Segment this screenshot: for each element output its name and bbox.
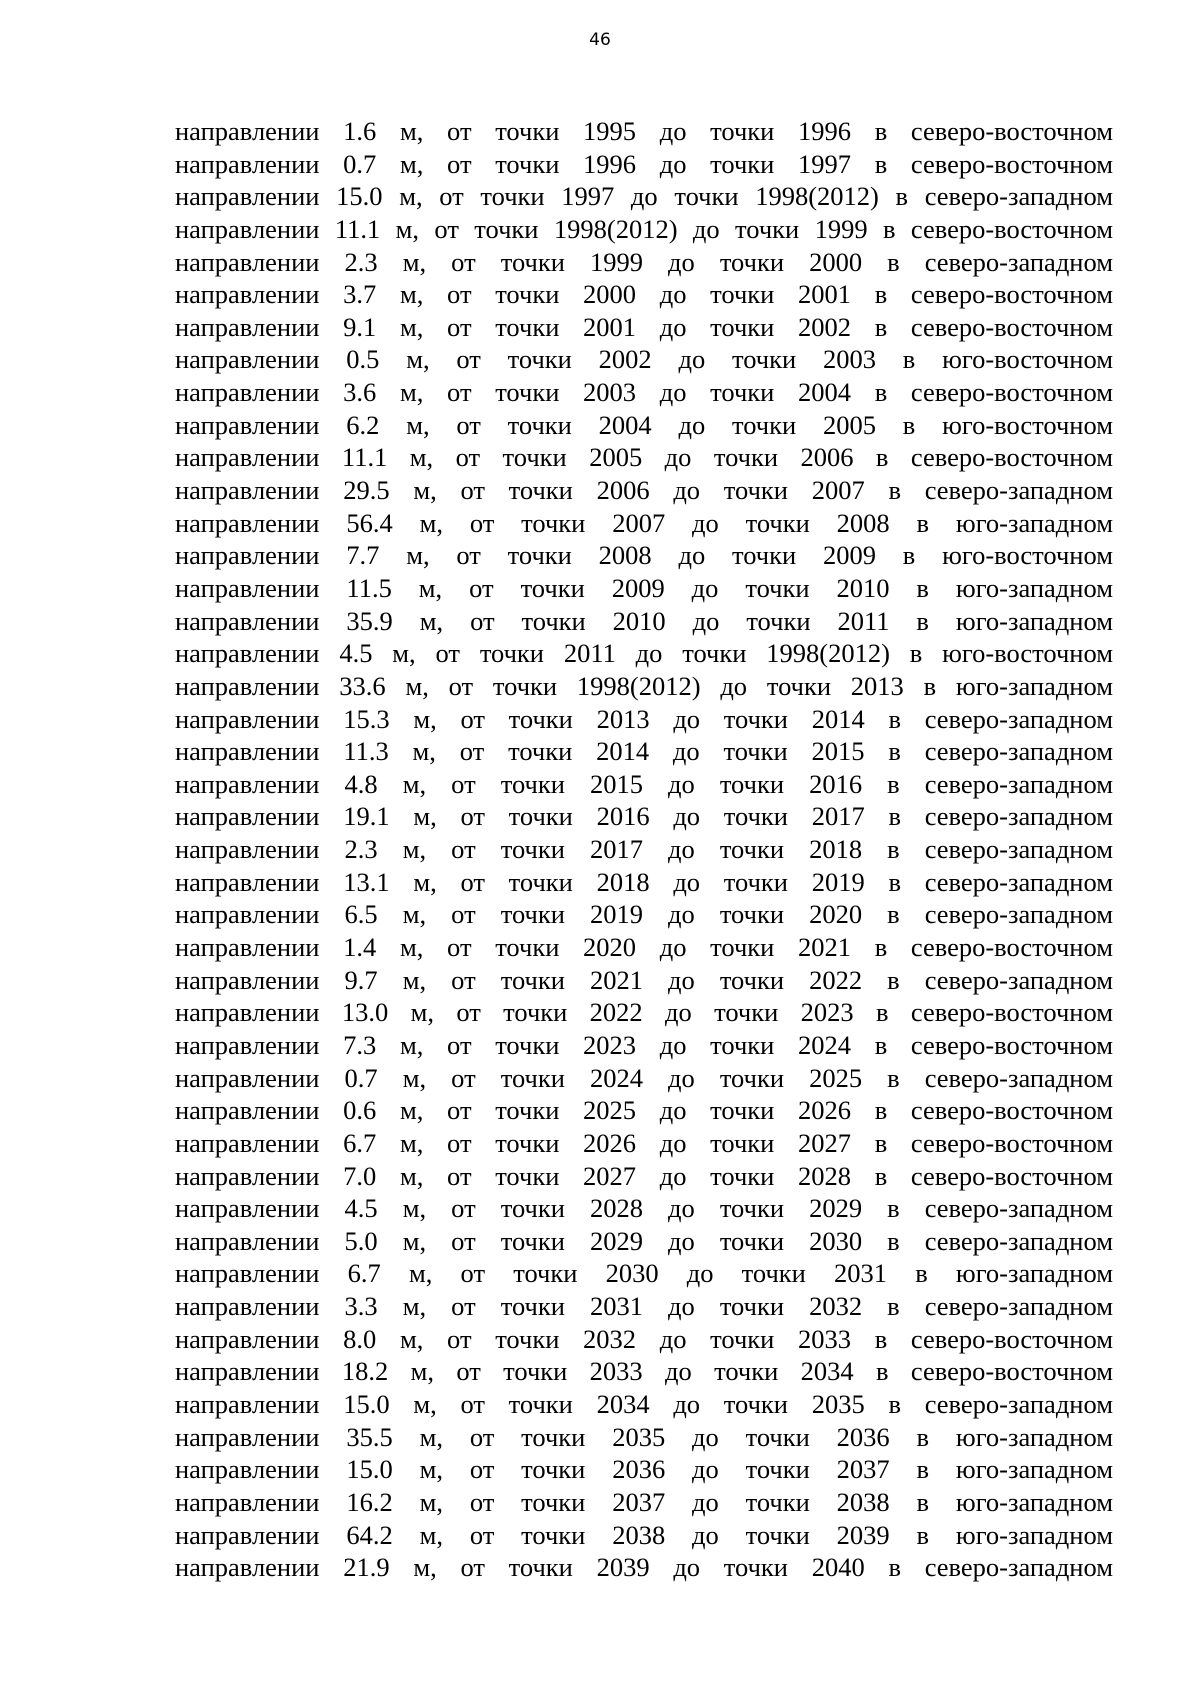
text-line: направлении 6.2 м, от точки 2004 до точки 2005 в юго-восточном	[175, 409, 1113, 440]
text-line: направлении 56.4 м, от точки 2007 до точки 2008 в юго-западном	[175, 507, 1113, 538]
text-line: направлении 6.5 м, от точки 2019 до точки 2020 в северо-западном	[175, 899, 1113, 930]
text-line: направлении 15.0 м, от точки 2034 до точки 2035 в северо-западном	[175, 1388, 1113, 1419]
text-line: направлении 4.5 м, от точки 2028 до точки 2029 в северо-западном	[175, 1193, 1113, 1224]
text-line: направлении 29.5 м, от точки 2006 до точки 2007 в северо-западном	[175, 475, 1113, 506]
text-line: направлении 33.6 м, от точки 1998(2012) до точки 2013 в юго-западном	[175, 670, 1113, 701]
text-line: направлении 2.3 м, от точки 1999 до точки 2000 в северо-западном	[175, 246, 1113, 277]
text-line: направлении 15.0 м, от точки 1997 до точки 1998(2012) в северо-западном	[175, 181, 1113, 212]
text-line: направлении 8.0 м, от точки 2032 до точки 2033 в северо-восточном	[175, 1323, 1113, 1354]
text-line: направлении 16.2 м, от точки 2037 до точки 2038 в юго-западном	[175, 1486, 1113, 1517]
text-line: направлении 35.5 м, от точки 2035 до точки 2036 в юго-западном	[175, 1421, 1113, 1452]
text-line: направлении 1.6 м, от точки 1995 до точки 1996 в северо-восточном	[175, 116, 1113, 146]
text-line: направлении 7.0 м, от точки 2027 до точки 2028 в северо-восточном	[175, 1160, 1113, 1191]
body-text	[175, 115, 1113, 1584]
text-line: направлении 18.2 м, от точки 2033 до точки 2034 в северо-восточном	[175, 1356, 1113, 1387]
text-line: направлении 0.6 м, от точки 2025 до точки 2026 в северо-восточном	[175, 1095, 1113, 1126]
text-line: направлении 1.4 м, от точки 2020 до точки 2021 в северо-восточном	[175, 932, 1113, 963]
text-line: направлении 11.1 м, от точки 2005 до точки 2006 в северо-восточном	[175, 442, 1113, 473]
text-line: направлении 3.3 м, от точки 2031 до точки 2032 в северо-западном	[175, 1291, 1113, 1322]
text-line: направлении 0.7 м, от точки 1996 до точки 1997 в северо-восточном	[175, 148, 1113, 179]
text-line: направлении 35.9 м, от точки 2010 до точки 2011 в юго-западном	[175, 605, 1113, 636]
text-line: направлении 5.0 м, от точки 2029 до точки 2030 в северо-западном	[175, 1225, 1113, 1256]
page-number: 46	[589, 30, 611, 50]
text-line: направлении 2.3 м, от точки 2017 до точки 2018 в северо-западном	[175, 834, 1113, 865]
text-line: направлении 0.7 м, от точки 2024 до точки 2025 в северо-западном	[175, 1062, 1113, 1093]
text-line: направлении 21.9 м, от точки 2039 до точки 2040 в северо-западном	[175, 1552, 1113, 1583]
text-line: направлении 7.3 м, от точки 2023 до точки 2024 в северо-восточном	[175, 1029, 1113, 1060]
text-line: направлении 64.2 м, от точки 2038 до точки 2039 в юго-западном	[175, 1519, 1113, 1550]
text-line: направлении 6.7 м, от точки 2030 до точки 2031 в юго-западном	[175, 1258, 1113, 1289]
text-line: направлении 11.5 м, от точки 2009 до точки 2010 в юго-западном	[175, 572, 1113, 603]
text-line: направлении 9.1 м, от точки 2001 до точки 2002 в северо-восточном	[175, 311, 1113, 342]
text-line: направлении 15.0 м, от точки 2036 до точки 2037 в юго-западном	[175, 1454, 1113, 1485]
text-line: направлении 4.5 м, от точки 2011 до точки 1998(2012) в юго-восточном	[175, 638, 1113, 669]
text-line: направлении 15.3 м, от точки 2013 до точки 2014 в северо-западном	[175, 703, 1113, 734]
text-line: направлении 9.7 м, от точки 2021 до точки 2022 в северо-западном	[175, 964, 1113, 995]
text-line: направлении 11.1 м, от точки 1998(2012) до точки 1999 в северо-восточном	[175, 213, 1113, 244]
text-line: направлении 0.5 м, от точки 2002 до точки 2003 в юго-восточном	[175, 344, 1113, 375]
text-line: направлении 6.7 м, от точки 2026 до точки 2027 в северо-восточном	[175, 1127, 1113, 1158]
text-line: направлении 19.1 м, от точки 2016 до точки 2017 в северо-западном	[175, 801, 1113, 832]
text-line: направлении 13.0 м, от точки 2022 до точки 2023 в северо-восточном	[175, 997, 1113, 1028]
text-line: направлении 3.7 м, от точки 2000 до точки 2001 в северо-восточном	[175, 279, 1113, 310]
text-line: направлении 7.7 м, от точки 2008 до точки 2009 в юго-восточном	[175, 540, 1113, 571]
text-line: направлении 11.3 м, от точки 2014 до точки 2015 в северо-западном	[175, 736, 1113, 767]
text-line: направлении 13.1 м, от точки 2018 до точки 2019 в северо-западном	[175, 866, 1113, 897]
text-line: направлении 3.6 м, от точки 2003 до точки 2004 в северо-восточном	[175, 377, 1113, 408]
text-line: направлении 4.8 м, от точки 2015 до точки 2016 в северо-западном	[175, 768, 1113, 799]
